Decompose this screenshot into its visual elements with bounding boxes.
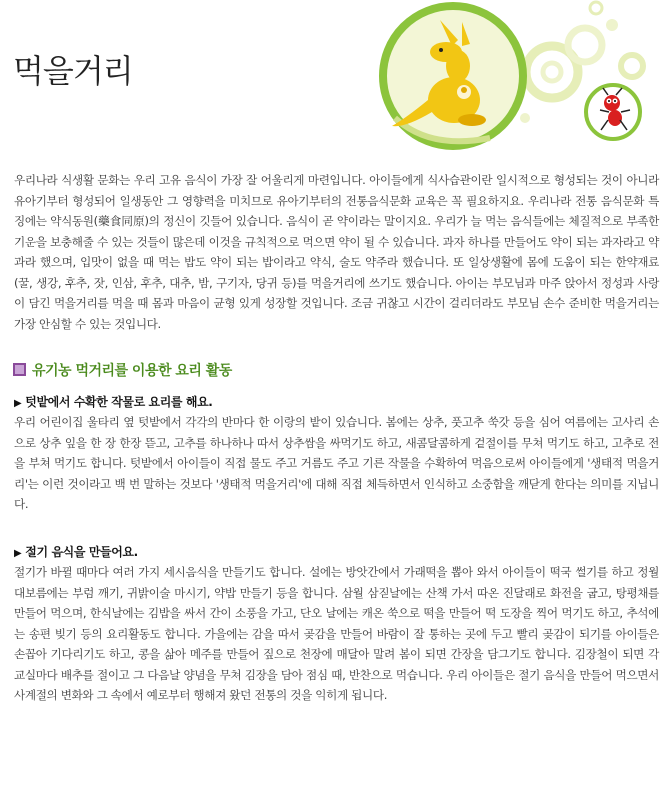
page-title: 먹을거리	[13, 52, 133, 90]
section-heading-text: 유기농 먹거리를 이용한 요리 활동	[32, 363, 232, 379]
subsection-title-text: 절기 음식을 만들어요.	[25, 545, 138, 559]
subsection-title-text: 텃밭에서 수확한 작물로 요리를 해요.	[25, 395, 213, 409]
triangle-bullet-icon: ▶	[14, 548, 22, 559]
subsection-body-seasonal: 절기가 바뀔 때마다 여러 가지 세시음식을 만들기도 합니다. 설에는 방앗간에서 가래떡을 뽑아 와서 아이들이 떡국 썰기를 하고 정월대보름에는 부럼 깨기, 귀밝이술 마시기, 약밥 만들기 등을 합니다. 삼월 삼짇날에는 산책 가서 따온 진달래로 화전을 굽고, 탕평채를 만들어 먹으며, 한식날에는 김밥을 싸서 간이 소풍을 가고, 단오 날에는 캐온 쑥으로 떡을 만들어 떡 도장을 찍어 먹기도 하고, 추석에는 송편 빚기 등의 요리활동도 합니다. 가을에는 감을 따서 곶감을 만들어 바람이 잘 통하는 곳에 두고 빨리 곶감이 되기를 아이들은 손꼽아 기다리기도 하고, 콩을 삶아 메주를 만들어 짚으로 천장에 매달아 말려 봄이 되면 간장을 담그기도 합니다. 김장철이 되면 각 교실마다 배추를 절이고 그 다음날 양념을 무쳐 김장을 담아 점심 때, 반찬으로 먹습니다. 우리 아이들은 절기 음식을 만들어 먹으면서 사계절의 변화와 그 속에서 예로부터 행해져 왔던 전통의 것을 익히게 됩니다.	[14, 565, 659, 702]
page-header	[0, 0, 669, 150]
subsection-title-seasonal	[14, 543, 138, 560]
intro-paragraph: 우리나라 식생활 문화는 우리 고유 음식이 가장 잘 어울리게 마련입니다. 아이들에게 식사습관이란 일시적으로 형성되는 것이 아니라 유아기부터 형성되어 일생동안 그 영향력을 미치므로 유아기부터의 전통음식문화 교육은 꼭 필요하지요. 우리나라 전통 음식문화 특징에는 약식동원(藥食同原)의 정신이 깃들어 있습니다. 음식이 곧 약이라는 말이지요. 우리가 늘 먹는 음식들에는 체질적으로 부족한 기운을 보충해줄 수 있는 것들이 많은데 이것을 규칙적으로 먹으면 약이 될 수 있습니다. 과자 하나를 만들어도 약이 되는 과자라고 약과라 했으며, 입맛이 없을 때 먹는 밥도 약이 되는 밥이라고 약식, 술도 약주라 했습니다. 또 일상생활에 몸에 도움이 되는 한약재료(꿀, 생강, 후추, 잣, 인삼, 후추, 대추, 밤, 구기자, 당귀 등)를 먹을거리에 쓰기도 했습니다. 아이는 부모님과 마주 앉아서 정성과 사랑이 담긴 먹을거리를 먹을 때 몸과 마음이 균형 있게 성장할 것입니다. 조금 귀찮고 시간이 걸리더라도 부모님 손수 준비한 먹을거리는 가장 안심할 수 있는 것입니다.	[14, 173, 659, 331]
triangle-bullet-icon: ▶	[14, 398, 22, 409]
subsection-title-garden	[14, 393, 212, 410]
section-heading	[13, 360, 232, 380]
square-bullet-icon	[13, 363, 26, 376]
subsection-body-garden: 우리 어린이집 울타리 옆 텃밭에서 각각의 반마다 한 이랑의 밭이 있습니다. 봄에는 상추, 풋고추 쑥갓 등을 심어 여름에는 고사리 손으로 상추 잎을 한 장 한장 뜯고, 고추를 하나하나 따서 상추쌈을 싸먹기도 하고, 새콤달콤하게 겉절이를 무쳐 먹기도 하고, 고추로 전을 부쳐 먹기도 합니다. 텃밭에서 아이들이 직접 물도 주고 거름도 주고 기른 작물을 수확하여 먹음으로써 아이들에게 '생태적 먹을거리'는 이런 것이라고 백 번 말하는 것보다 '생태적 먹을거리'에 대해 직접 체득하면서 인식하고 소중함을 깨닫게 한다는 의미를 지닙니다.	[14, 415, 659, 511]
header-decoration	[0, 0, 669, 150]
